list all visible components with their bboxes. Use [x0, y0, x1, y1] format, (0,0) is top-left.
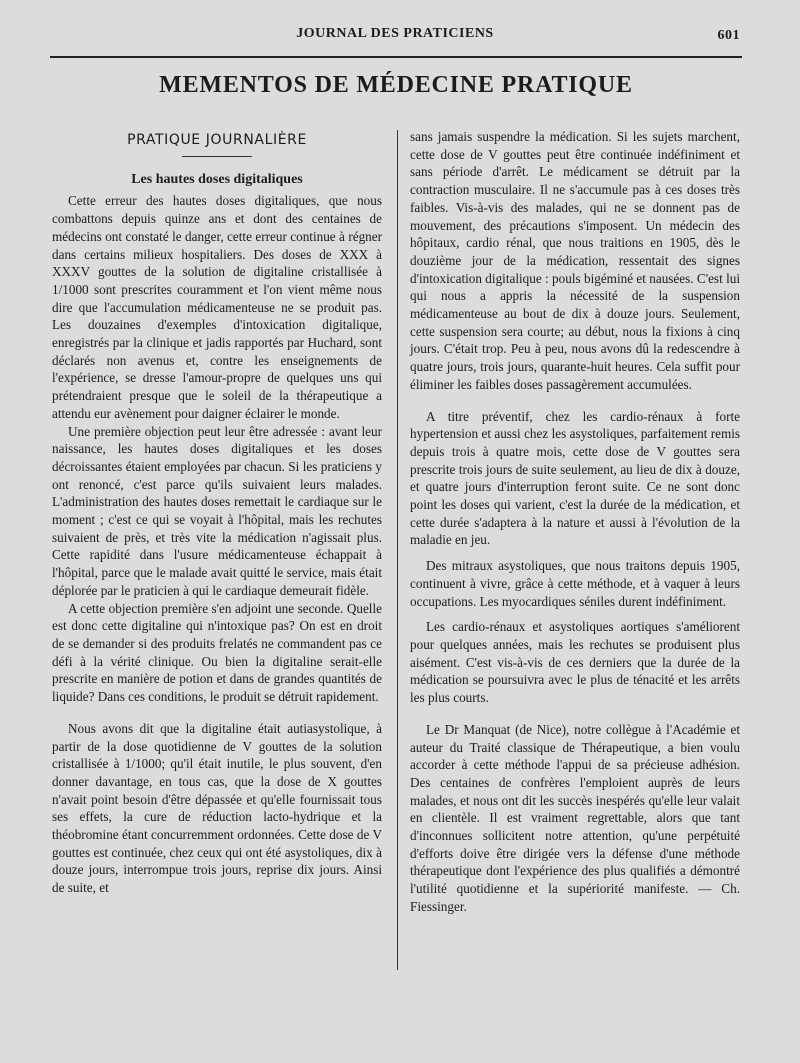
section-rule: [182, 156, 252, 157]
paragraph: A cette objection première s'en adjoint une seconde. Quelle est donc cette digitaline qui n'intoxique pas? On est en droit de se demander si des produits frelatés ne commandent pas ce défi à la vérité clinique. Ou bien la digitaline serait-elle prescrite en manière de potion et dans de grandes quantités de liquide? Dans ces conditions, le produit se détruit rapidement.: [52, 600, 382, 705]
paragraph: Des mitraux asystoliques, que nous traitons depuis 1905, continuent à vivre, grâce à cette méthode, et à vaquer à leurs occupations. Les myocardiques séniles durent indéfiniment.: [410, 558, 740, 609]
article-title: Les hautes doses digitaliques: [131, 171, 303, 187]
main-title: MEMENTOS DE MÉDECINE PRATIQUE: [159, 72, 633, 98]
header-rule: [50, 56, 742, 58]
paragraph: Une première objection peut leur être adressée : avant leur naissance, les hautes doses digitaliques et les doses décroissantes étaient employées par chacun. Si les praticiens y ont renoncé, c'est parce qu'ils suivaient leurs malades. L'administration des hautes doses remettait le cardiaque sur le moment ; c'est ce qui se voyait à l'hôpital, mais les rechutes suivaient de près, et très vite la médication n'agissait plus. Cette rapidité dans l'usure médicamenteuse échappait à l'hôpital, parce que le malade avait quitté le service, mais était déplorée par le praticien à qui le cardiaque demeurait fidèle.: [52, 423, 382, 598]
paragraph: Les cardio-rénaux et asystoliques aortiques s'améliorent pour quelques années, mais les rechutes se produisent plus aisément. C'est vis-à-vis de ces derniers que la durée de la médication se poursuivra avec le plus de ténacité et les arrêts les plus courts.: [410, 619, 740, 706]
page-number: 601: [717, 28, 740, 43]
section-title: PRATIQUE JOURNALIÈRE: [127, 132, 307, 148]
left-column: [52, 128, 382, 897]
paragraph: A titre préventif, chez les cardio-rénaux à forte hypertension et aussi chez les asystoliques, parfaitement remis depuis trois à quatre mois, cette dose de V gouttes sera prescrite trois jours de suite seulement, au lieu de dix à douze, et quatre jours d'interruption feront suite. Ce ne sont donc point les doses qui varient, c'est la durée de la médication, et cette durée s'adaptera à la nature et aussi à l'évolution de la maladie en jeu.: [410, 408, 740, 548]
running-head: [50, 26, 740, 48]
paragraph: Cette erreur des hautes doses digitaliques, que nous combattons depuis quinze ans et dont des centaines de médecins ont constaté le danger, cette erreur continue à régner dans certains milieux hospitaliers. Des doses de XXX à XXXV gouttes de la solution de digitaline cristallisée à 1/1000 sont prescrites couramment et l'on vient même nous dire que l'accumulation médicamenteuse ne se produit pas. Les douzaines d'exemples d'intoxication digitalique, enregistrés par la clinique et jadis rapportés par Huchard, sont déclarés non avenus et, contre les enseignements de l'expérience, se dresse l'amour-propre de quelques uns qui prétendraient presque que le soleil de la thérapeutique a attendu eur avènement pour daigner éclairer le monde.: [52, 193, 382, 421]
paragraph: Le Dr Manquat (de Nice), notre collègue à l'Académie et auteur du Traité classique de Thérapeutique, a bien voulu accorder à cette méthode l'appui de sa précieuse adhésion. Des centaines de confrères l'emploient auprès de leurs malades, et nous ont dit les succès inespérés qu'elle leur valait en clientèle. Il est vraiment regrettable, alors que tant d'inconnues sollicitent notre attention, qu'une perpétuité d'efforts doive être dirigée vers la défense d'une méthode thérapeutique dont l'expérience des plus qualifiés a démontré l'utilité quotidienne et la supériorité manifeste. — Ch. Fiessinger.: [410, 721, 740, 914]
right-column: [410, 128, 740, 916]
paragraph: Nous avons dit que la digitaline était autiasystolique, à partir de la dose quotidienne de V gouttes de la solution cristallisée à 1/1000; qu'il était inutile, le plus souvent, d'en donner davantage, en tous cas, que la dose de X gouttes n'avait point besoin d'être dépassée et qu'elle fournissait tous ses effets, la cure de réduction lacto-hydrique et la théobromine étant concurremment ordonnées. Cette dose de V gouttes est continuée, chez ceux qui ont été asystoliques, dix à douze jours, interrompue trois jours, reprise dix jours. Ainsi de suite, et: [52, 720, 382, 896]
journal-title: JOURNAL DES PRATICIENS: [296, 26, 494, 41]
column-divider: [397, 130, 398, 970]
paragraph: sans jamais suspendre la médication. Si les sujets marchent, cette dose de V gouttes peut être continuée indéfiniment et sans période d'arrêt. Le médicament se détruit par la contraction musculaire. Il ne s'accumule pas à ces doses très faibles. Vis-à-vis des malades, qui ne se donnent pas de mouvement, des précautions s'imposent. Un médecin des hôpitaux, cardio rénal, que nous traitions en 1905, dès le douzième jour de la médication, ressentait des signes d'intoxication digitalique : pouls bigéminé et nausées. C'est lui qui nous a appris la nécessité de la suspension médicamenteuse au bout de dix à douze jours. Seulement, cette suspension sera courte; au début, nous la fixions à cinq jours. C'était trop. Peu à peu, nous avons dû la redescendre à quatre jours, trois jours, quarante-huit heures. Cela suffit pour éliminer les faibles doses passagèrement accumulées.: [410, 129, 740, 392]
